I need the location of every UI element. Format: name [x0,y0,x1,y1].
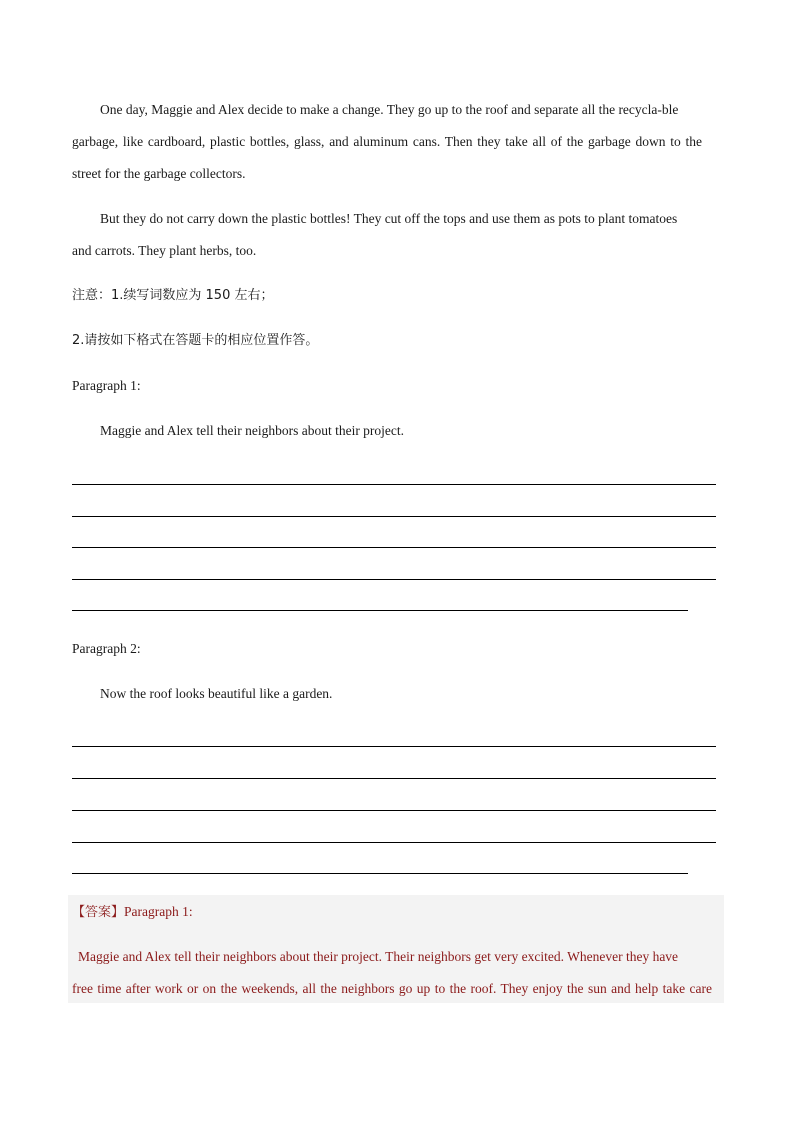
answer-line2: free time after work or on the weekends, all the neighbors go up to the roof. They enjoy the sun and help take care [72,981,712,996]
passage-p2-line1: But they do not carry down the plastic bottles! They cut off the tops and use them as pots to plant tomatoes [100,211,678,226]
answer-line [72,873,688,874]
answer-line1: Maggie and Alex tell their neighbors about their project. Their neighbors get very excited. Whenever they have [78,949,679,964]
paragraph2-label: Paragraph 2: [72,641,141,656]
passage-p2-line2: and carrots. They plant herbs, too. [72,243,257,258]
answer-line [72,484,716,485]
paragraph1-label: Paragraph 1: [72,378,141,393]
passage-p1-line3: street for the garbage collectors. [72,166,246,181]
answer-line [72,610,688,611]
answer-line [72,810,716,811]
passage-p1-line1: One day, Maggie and Alex decide to make a change. They go up to the roof and separate all the recycla-ble [100,102,679,117]
passage-p1-line2: garbage, like cardboard, plastic bottles, glass, and aluminum cans. Then they take all of the garbage down to the [72,134,702,149]
paragraph2-opening: Now the roof looks beautiful like a garden. [100,686,333,701]
note-format: 2.请按如下格式在答题卡的相应位置作答。 [72,333,319,348]
answer-line [72,547,716,548]
answer-tag: 【答案】 [72,905,125,920]
answer-line [72,778,716,779]
answer-line [72,579,716,580]
answer-header [72,902,193,923]
answer-line [72,516,716,517]
answer-label: Paragraph 1: [124,904,193,919]
answer-line [72,746,716,747]
note-word-count: 注意：1.续写词数应为 150 左右； [72,288,274,303]
paragraph1-opening: Maggie and Alex tell their neighbors about their project. [100,423,405,438]
answer-line [72,842,716,843]
